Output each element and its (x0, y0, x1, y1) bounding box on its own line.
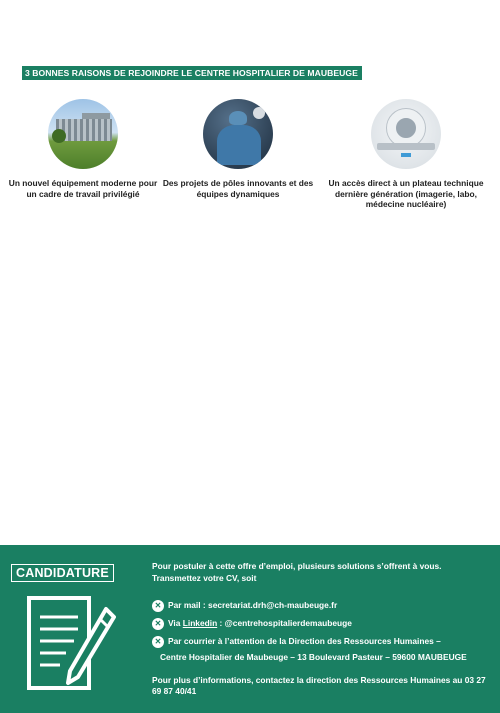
building-photo (48, 99, 118, 169)
post-text: Par courrier à l’attention de la Direction des Ressources Humaines – (168, 636, 441, 647)
surgery-photo (203, 99, 273, 169)
postal-address: Centre Hospitalier de Maubeuge – 13 Boulevard Pasteur – 59600 MAUBEUGE (160, 652, 467, 662)
mail-line[interactable] (152, 600, 337, 612)
reason-modern-equipment (3, 99, 163, 199)
candidature-intro: Pour postuler à cette offre d’emploi, plusieurs solutions s’offrent à vous. Transmettez votre CV, soit (152, 561, 442, 583)
reason-caption: Un nouvel équipement moderne pour un cadre de travail privilégié (8, 178, 158, 199)
x-circle-icon: ✕ (152, 636, 164, 648)
scanner-photo (371, 99, 441, 169)
candidature-title: CANDIDATURE (11, 564, 114, 582)
mail-text: Par mail : secretariat.drh@ch-maubeuge.fr (168, 600, 338, 611)
linkedin-handle: : @centrehospitalierdemaubeuge (217, 618, 352, 629)
x-circle-icon: ✕ (152, 618, 164, 630)
x-circle-icon: ✕ (152, 600, 164, 612)
reason-innovative-projects (158, 99, 318, 199)
document-pen-icon (26, 595, 118, 695)
reason-caption: Un accès direct à un plateau technique dernière génération (imagerie, labo, médecine nucléaire) (328, 178, 484, 209)
reason-technical-platform (326, 99, 486, 210)
more-info: Pour plus d’informations, contactez la direction des Ressources Humaines au 03 27 69 87 40/41 (152, 675, 486, 696)
post-line (152, 636, 441, 648)
reasons-title: 3 BONNES RAISONS DE REJOINDRE LE CENTRE HOSPITALIER DE MAUBEUGE (22, 66, 362, 80)
candidature-footer (0, 545, 500, 713)
linkedin-prefix: Via (168, 618, 183, 629)
reason-caption: Des projets de pôles innovants et des équipes dynamiques (162, 178, 314, 199)
linkedin-line[interactable] (152, 618, 352, 630)
linkedin-link[interactable]: Linkedin (182, 618, 218, 629)
